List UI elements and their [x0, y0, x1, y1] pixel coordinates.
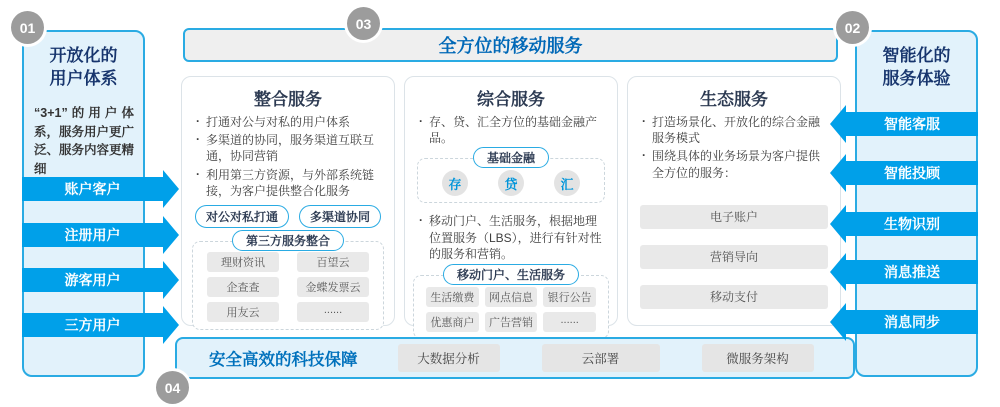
badge-04: 04: [156, 371, 189, 404]
grid-item: 金蝶发票云: [297, 277, 369, 297]
arrow-third-party-user: 三方用户: [22, 313, 163, 337]
ecosystem-items: [640, 205, 828, 309]
arrow-biometric-recognition: 生物识别: [846, 212, 978, 236]
item-marketing-orientation: 营销导向: [640, 245, 828, 269]
column-integrated-services: [181, 76, 395, 326]
bullet: · 围绕具体的业务场景为客户提供全方位的服务：: [641, 148, 830, 180]
bullet: · 打造场景化、开放化的综合金融服务模式: [641, 114, 830, 146]
pill-public-private-link: 对公对私打通: [195, 205, 289, 228]
mobile-portal-grid: [424, 287, 598, 332]
column-ecosystem-services: [627, 76, 841, 326]
column2-bullet2-wrap: [418, 213, 607, 262]
mobile-portal-group: [413, 267, 609, 339]
right-panel-title-line2: 服务体验: [882, 68, 951, 88]
column3-title: 生态服务: [700, 90, 768, 109]
tech-guarantee-title: 安全高效的科技保障: [209, 351, 358, 369]
badge-03: 03: [347, 7, 380, 40]
third-party-grid: [201, 252, 375, 322]
mobile-portal-title: 移动门户、生活服务: [443, 264, 579, 285]
grid-item: 银行公告: [543, 287, 596, 307]
grid-item: 用友云: [207, 302, 279, 322]
circle-remit: 汇: [554, 170, 580, 196]
bullet: · 利用第三方资源，与外部系统链接，为客户提供整合化服务: [195, 167, 384, 199]
grid-item: ......: [543, 312, 596, 332]
arrow-guest-user: 游客用户: [22, 268, 163, 292]
header-title: 全方位的移动服务: [438, 36, 583, 56]
left-panel-title-line2: 用户体系: [49, 68, 118, 88]
right-panel-title-line1: 智能化的: [882, 46, 951, 65]
grid-item: 生活缴费: [426, 287, 479, 307]
basic-finance-title: 基础金融: [473, 147, 549, 168]
column1-pills: [182, 205, 394, 228]
arrow-message-sync: 消息同步: [846, 310, 978, 334]
arrow-smart-advisory: 智能投顾: [846, 161, 978, 185]
bullet: · 多渠道的协同，服务渠道互联互通，协同营销: [195, 132, 384, 164]
grid-item: ......: [297, 302, 369, 322]
column2-title: 综合服务: [477, 90, 545, 109]
grid-item: 企查查: [207, 277, 279, 297]
grid-item: 广告营销: [485, 312, 538, 332]
third-party-group-title: 第三方服务整合: [232, 230, 344, 251]
basic-finance-circles: [426, 168, 596, 196]
bullet: · 打通对公与对私的用户体系: [195, 114, 384, 130]
grid-item: 理财资讯: [207, 252, 279, 272]
basic-finance-group: [417, 151, 605, 203]
column2-bullet1-wrap: [418, 114, 607, 146]
bullet: · 存、贷、汇全方位的基础金融产品。: [418, 114, 607, 146]
item-cloud-deployment: 云部署: [542, 344, 660, 372]
bullet: · 移动门户、生活服务，根据地理位置服务（LBS），进行有针对性的服务和营销。: [418, 213, 607, 262]
item-big-data-analysis: 大数据分析: [398, 344, 500, 372]
circle-deposit: 存: [442, 170, 468, 196]
column3-bullets: [641, 114, 830, 181]
left-panel-title: [24, 45, 143, 91]
arrow-message-push: 消息推送: [846, 260, 978, 284]
circle-loan: 贷: [498, 170, 524, 196]
column-comprehensive-services: [404, 76, 618, 329]
left-panel-title-line1: 开放化的: [49, 46, 118, 65]
grid-item: 优惠商户: [426, 312, 479, 332]
grid-item: 百望云: [297, 252, 369, 272]
column1-bullets: [195, 114, 384, 199]
left-panel-description: “3+1”的用户体系，服务用户更广泛、服务内容更精细: [34, 105, 135, 177]
column1-title: 整合服务: [254, 90, 322, 109]
right-panel-title: [857, 45, 976, 91]
arrow-account-customer: 账户客户: [22, 177, 163, 201]
third-party-integration-group: [192, 233, 384, 330]
item-mobile-payment: 移动支付: [640, 285, 828, 309]
pill-multichannel-synergy: 多渠道协同: [299, 205, 381, 228]
header-bar: [183, 28, 838, 62]
arrow-smart-customer-service: 智能客服: [846, 112, 978, 136]
badge-01: 01: [11, 11, 44, 44]
grid-item: 网点信息: [485, 287, 538, 307]
badge-02: 02: [836, 11, 869, 44]
item-electronic-account: 电子账户: [640, 205, 828, 229]
item-microservice-architecture: 微服务架构: [702, 344, 814, 372]
arrow-registered-user: 注册用户: [22, 223, 163, 247]
tech-guarantee-bar: [175, 337, 855, 379]
